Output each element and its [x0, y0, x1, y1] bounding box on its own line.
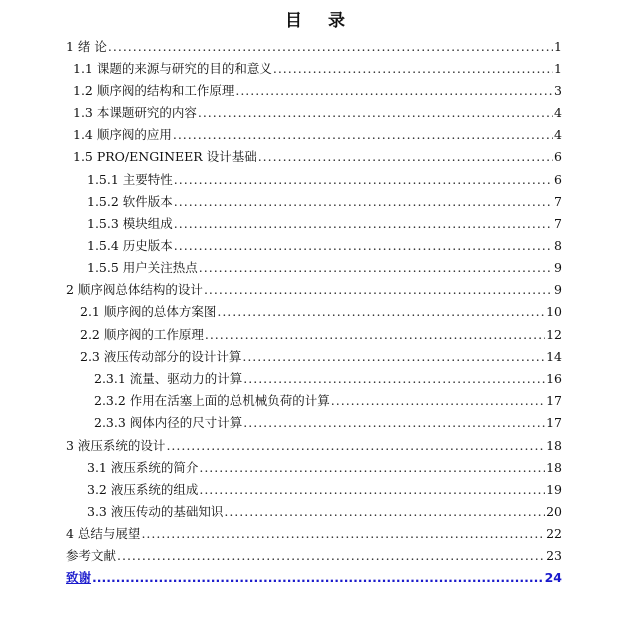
toc-entry-text: 1.5.3 模块组成	[87, 216, 173, 231]
toc-page-number: 10	[546, 304, 562, 319]
toc-entry-text: 2.3.2 作用在活塞上面的总机械负荷的计算	[94, 393, 330, 408]
toc-dot-leader	[174, 238, 553, 254]
toc-entry-text: 2.2 顺序阀的工作原理	[80, 327, 204, 342]
toc-entry-text: 2 顺序阀总体结构的设计	[66, 282, 203, 297]
toc-entry-text: 2.3 液压传动部分的设计计算	[80, 349, 242, 364]
toc-dot-leader	[166, 438, 545, 454]
toc-page-number: 16	[546, 371, 562, 386]
toc-dot-leader	[199, 482, 545, 498]
toc-entry-2-1[interactable]	[80, 300, 562, 320]
toc-dot-leader	[198, 105, 553, 121]
toc-entry-1-5-2[interactable]	[87, 190, 562, 210]
toc-page-number: 18	[546, 460, 562, 475]
toc-dot-leader	[108, 39, 553, 55]
toc-page-number: 1	[554, 39, 562, 54]
toc-dot-leader	[199, 260, 553, 276]
toc-page-number: 4	[554, 105, 562, 120]
toc-dot-leader	[204, 282, 553, 298]
toc-dot-leader	[117, 548, 545, 564]
toc-page-number: 1	[554, 61, 562, 76]
toc-entry-text: 2.1 顺序阀的总体方案图	[80, 304, 217, 319]
toc-entry-text: 1.5.1 主要特性	[87, 172, 173, 187]
toc-entry-text: 3 液压系统的设计	[66, 438, 166, 453]
toc-page-number: 6	[554, 149, 562, 164]
toc-entry-2-3-2[interactable]	[94, 389, 562, 409]
toc-dot-leader	[242, 349, 545, 365]
toc-entry-text: 1.5.4 历史版本	[87, 238, 173, 253]
toc-page-number: 7	[554, 194, 562, 209]
toc-page-number: 9	[554, 282, 562, 297]
toc-page-number: 18	[546, 438, 562, 453]
toc-dot-leader	[258, 149, 553, 165]
toc-page-number: 9	[554, 260, 562, 275]
toc-dot-leader	[243, 371, 545, 387]
toc-entry-3[interactable]	[66, 434, 562, 454]
toc-entry-2-3-3[interactable]	[94, 411, 562, 431]
toc-entry-1-5-4[interactable]	[87, 234, 562, 254]
toc-entry-3-1[interactable]	[87, 456, 562, 476]
toc-dot-leader	[199, 460, 545, 476]
toc-entry-1-5-3[interactable]	[87, 212, 562, 232]
toc-entry-text: 2.3.1 流量、驱动力的计算	[94, 371, 243, 386]
toc-page-number: 22	[546, 526, 562, 541]
toc-page-number: 12	[546, 327, 562, 342]
toc-entry-1[interactable]	[66, 35, 562, 55]
toc-dot-leader	[141, 526, 545, 542]
toc-entry-1-1[interactable]	[73, 57, 562, 77]
toc-entry-1-5[interactable]	[73, 145, 562, 165]
toc-entry-text: 1.5.2 软件版本	[87, 194, 173, 209]
toc-entry-1-4[interactable]	[73, 123, 562, 143]
toc-entry-1-5-1[interactable]	[87, 168, 562, 188]
toc-entry-acknowledgements-link[interactable]	[66, 566, 562, 586]
page-title: 目 录	[285, 11, 355, 31]
toc-page-number: 24	[544, 570, 562, 585]
toc-entry-2-2[interactable]	[80, 323, 562, 343]
toc-dot-leader	[331, 393, 545, 409]
toc-dot-leader	[217, 304, 545, 320]
toc-page-number: 17	[546, 415, 562, 430]
toc-entry-1-5-5[interactable]	[87, 256, 562, 276]
toc-entry-references[interactable]	[66, 544, 562, 564]
toc-entry-text: 致谢	[66, 570, 92, 585]
toc-page-number: 7	[554, 216, 562, 231]
toc-dot-leader	[173, 127, 553, 143]
toc-entry-text: 1.4 顺序阀的应用	[73, 127, 172, 142]
toc-entry-text: 4 总结与展望	[66, 526, 141, 541]
toc-dot-leader	[174, 172, 553, 188]
toc-page-number: 3	[554, 83, 562, 98]
toc-entry-3-2[interactable]	[87, 478, 562, 498]
toc-dot-leader	[205, 327, 545, 343]
toc-dot-leader	[174, 216, 553, 232]
toc-dot-leader	[273, 61, 553, 77]
toc-dot-leader	[243, 415, 545, 431]
toc-entry-text: 1.5 PRO/ENGINEER 设计基础	[73, 149, 257, 164]
toc-entry-text: 3.2 液压系统的组成	[87, 482, 199, 497]
toc-entry-1-2[interactable]	[73, 79, 562, 99]
toc-page-number: 23	[546, 548, 562, 563]
toc-entry-text: 1.5.5 用户关注热点	[87, 260, 198, 275]
toc-entry-4[interactable]	[66, 522, 562, 542]
toc-dot-leader	[92, 570, 544, 586]
toc-page-number: 19	[546, 482, 562, 497]
toc-entry-text: 3.1 液压系统的简介	[87, 460, 199, 475]
toc-entry-text: 1.2 顺序阀的结构和工作原理	[73, 83, 235, 98]
toc-entry-2-3-1[interactable]	[94, 367, 562, 387]
toc-page-number: 14	[546, 349, 562, 364]
toc-page-number: 17	[546, 393, 562, 408]
toc-entry-1-3[interactable]	[73, 101, 562, 121]
toc-page-number: 20	[546, 504, 562, 519]
toc-dot-leader	[224, 504, 545, 520]
toc-page-number: 8	[554, 238, 562, 253]
toc-entry-text: 参考文献	[66, 548, 117, 563]
toc-dot-leader	[235, 83, 553, 99]
toc-page-number: 6	[554, 172, 562, 187]
toc-entry-text: 1.3 本课题研究的内容	[73, 105, 197, 120]
toc-entry-2-3[interactable]	[80, 345, 562, 365]
toc-entry-2[interactable]	[66, 278, 562, 298]
toc-entry-3-3[interactable]	[87, 500, 562, 520]
toc-page-number: 4	[554, 127, 562, 142]
toc-entry-text: 3.3 液压传动的基础知识	[87, 504, 224, 519]
toc-entry-text: 1 绪 论	[66, 39, 107, 54]
toc-entry-text: 2.3.3 阀体内径的尺寸计算	[94, 415, 243, 430]
toc-entry-text: 1.1 课题的来源与研究的目的和意义	[73, 61, 272, 76]
toc-dot-leader	[174, 194, 553, 210]
